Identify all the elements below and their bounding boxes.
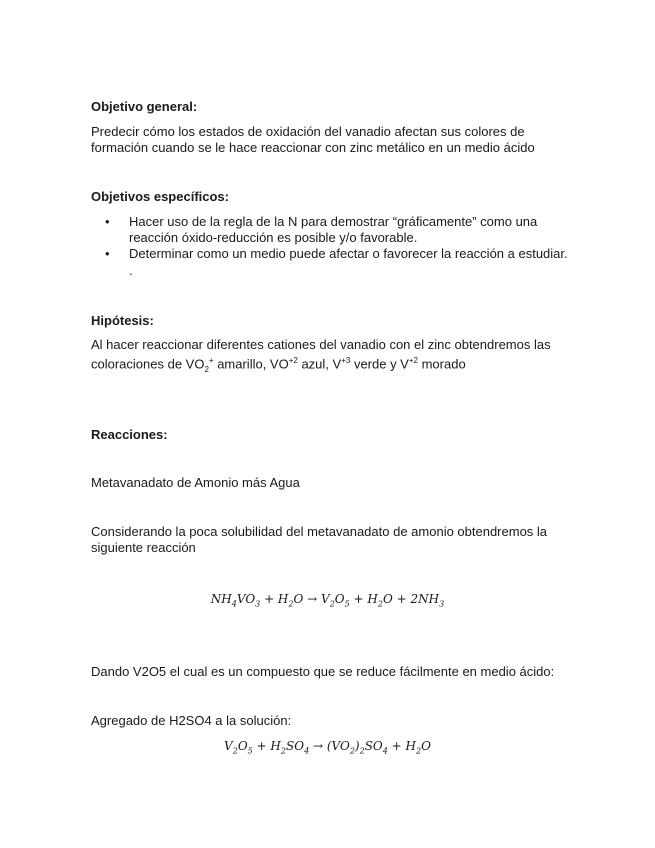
bullet-text: Hacer uso de la regla de la N para demostrar “gráficamente” como una reacción óxido-reducción es posible y/o favorable. [129,214,538,245]
reacciones-sentence: Dando V2O5 el cual es un compuesto que se reduce fácilmente en medio ácido: [91,664,555,679]
equation-1: $NH_4VO_3 + H_2O \to V_2O_5 + H_2O + 2NH_3$ [210,592,445,609]
objetivo-general-heading: Objetivo general: [91,99,198,114]
bullet-icon: • [105,246,110,261]
reacciones-paragraph: Considerando la poca solubilidad del metavanadato de amonio obtendremos la siguiente reacción [91,524,548,555]
list-item [105,246,575,262]
equation-2: $V_2O_5 + H_2SO_4 \to (VO_2)_2SO_4 + H_2O$ [224,739,431,756]
hipotesis-text: Al hacer reaccionar diferentes cationes del vanadio con el zinc obtendremos las coloraciones de $VO_2^+$ amarillo, $VO^{+2}$ azul, $V^{+3}$ verde y $V^{+2}$ morado [91,337,551,374]
bullet-text: Determinar como un medio puede afectar o favorecer la reacción a estudiar. [129,246,568,261]
objetivo-general-text: Predecir cómo los estados de oxidación del vanadio afectan sus colores de formación cuando se le hace reaccionar con zinc metálico en un medio ácido [91,124,535,155]
trailing-dot: . [129,263,133,278]
objetivos-list [105,214,575,262]
bullet-icon: • [105,214,110,229]
list-item [105,214,575,246]
reacciones-heading: Reacciones: [91,427,168,442]
reacciones-subtitle: Metavanadato de Amonio más Agua [91,475,300,490]
agregado-label: Agregado de H2SO4 a la solución: [91,713,292,728]
hipotesis-heading: Hipótesis: [91,313,154,328]
objetivos-especificos-heading: Objetivos específicos: [91,189,229,204]
